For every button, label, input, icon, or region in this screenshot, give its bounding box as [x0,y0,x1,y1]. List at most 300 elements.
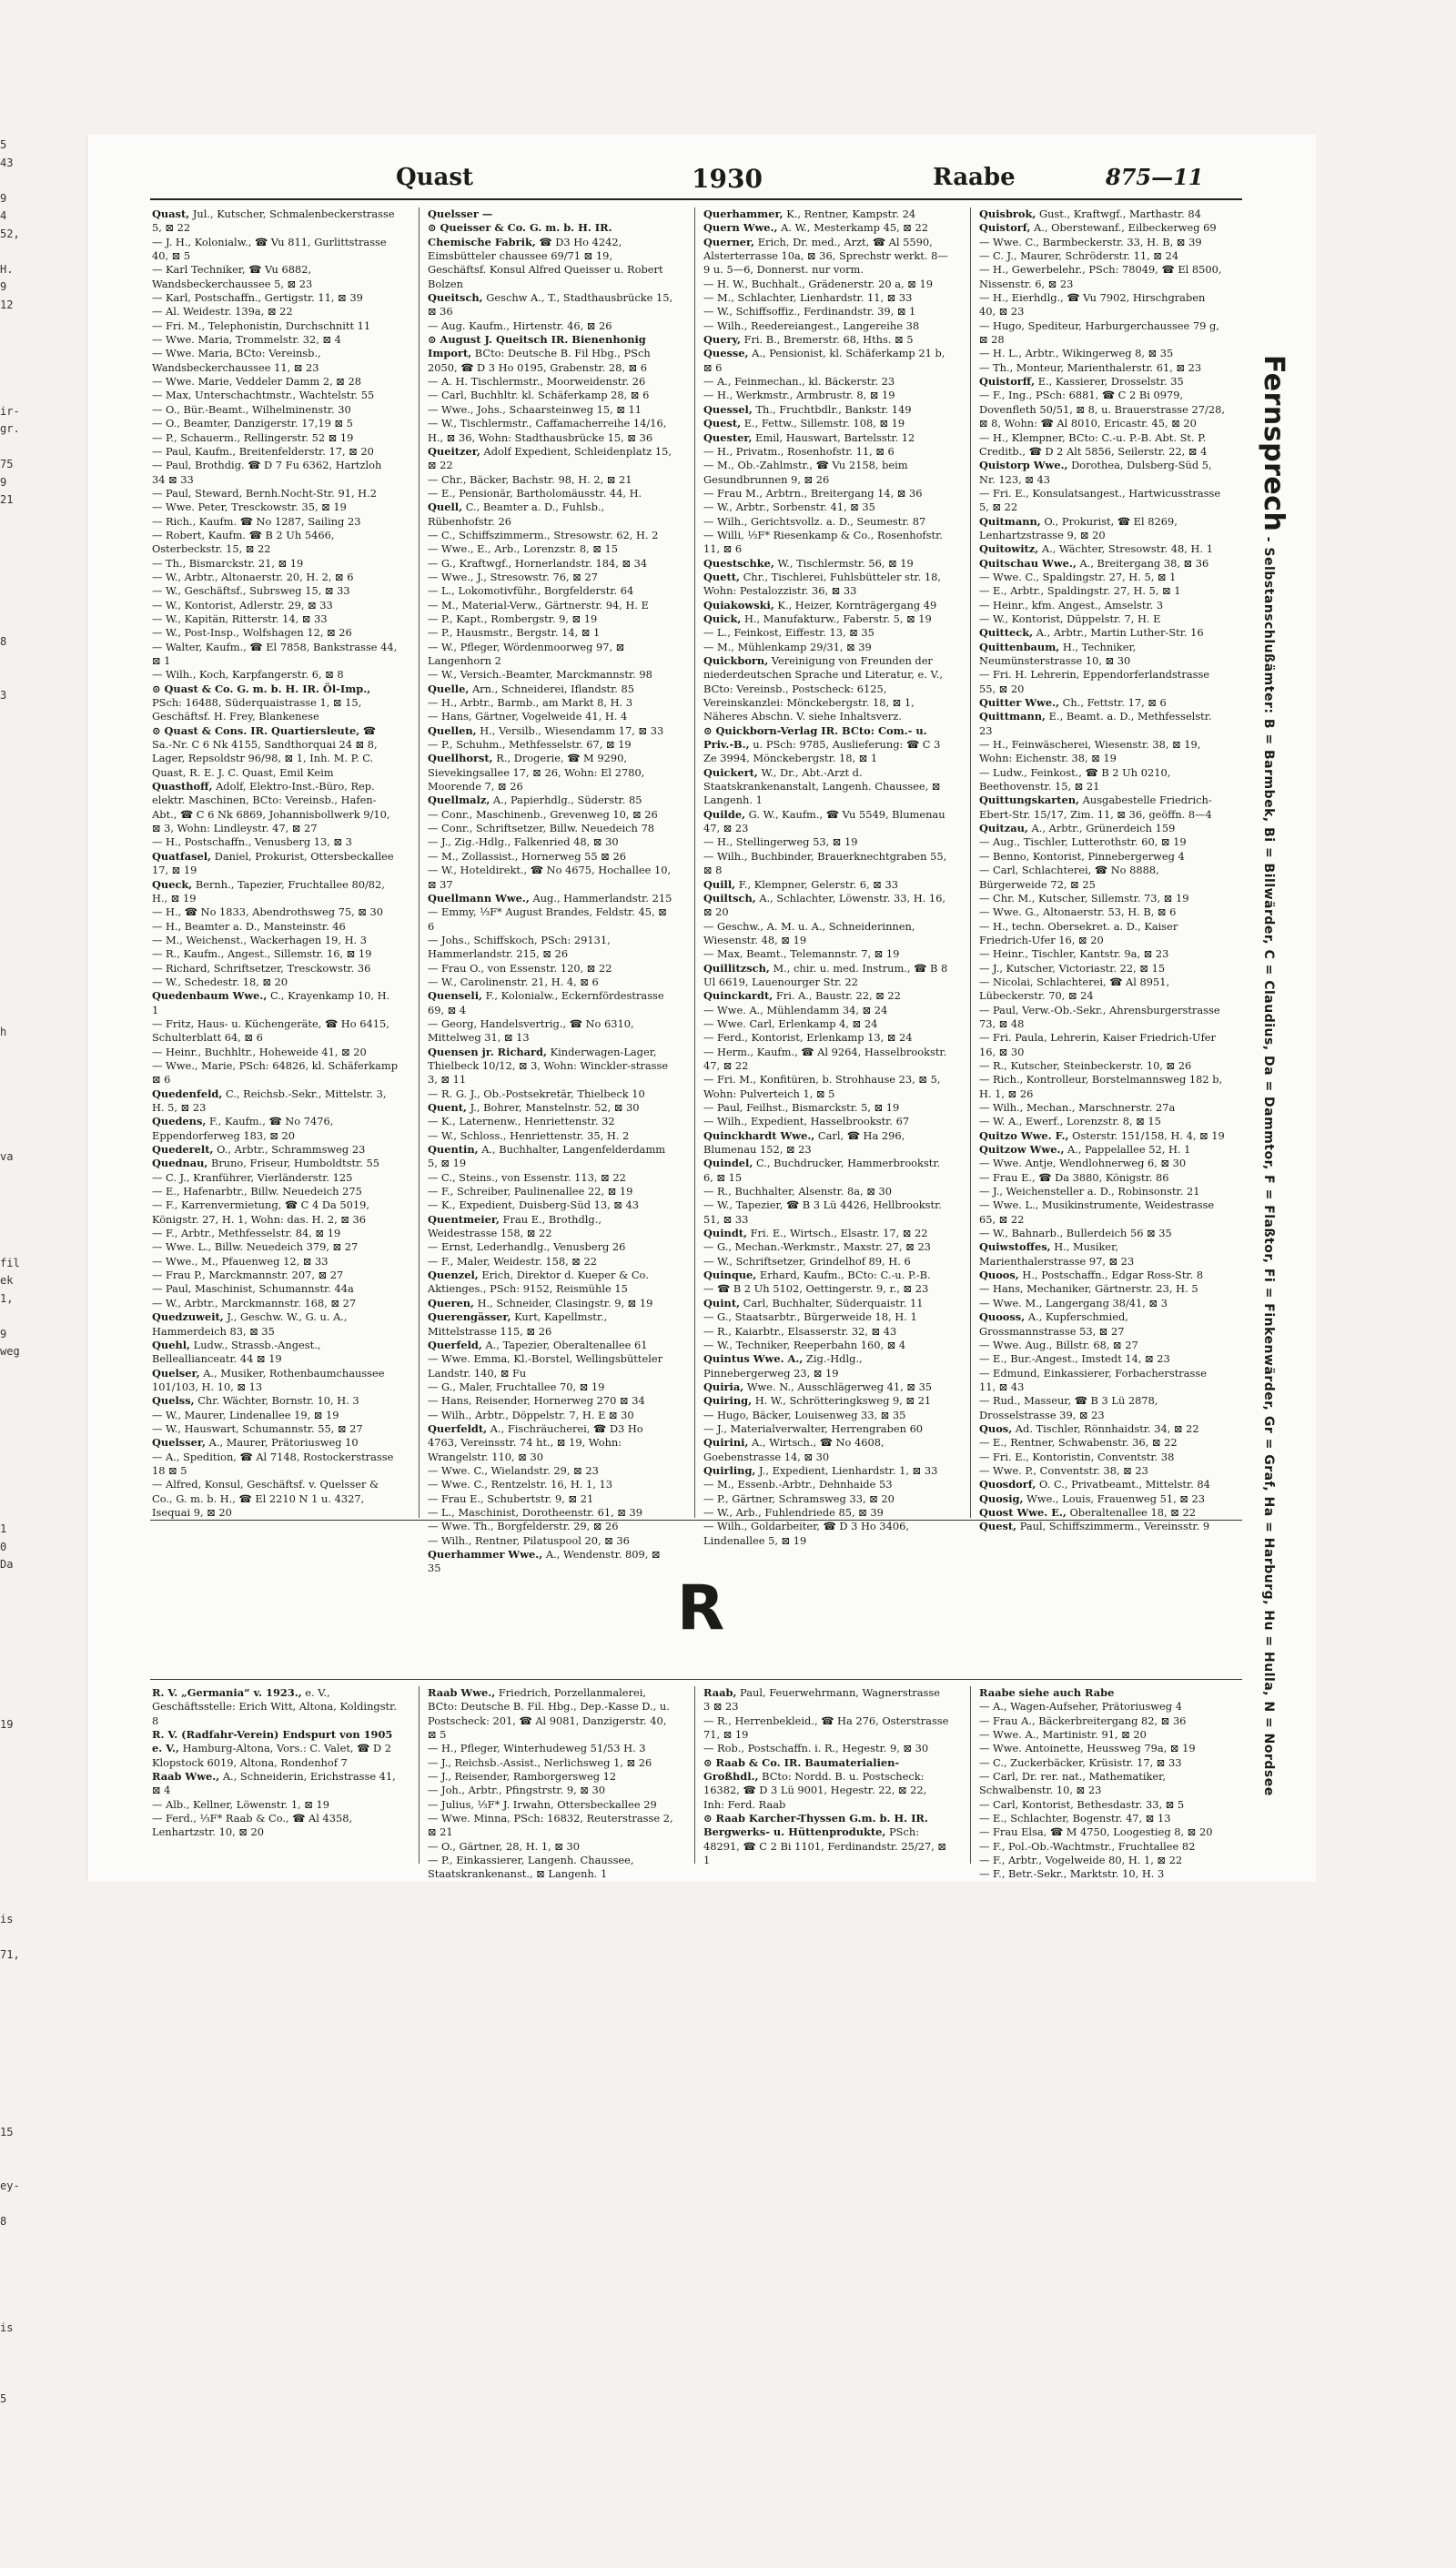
directory-entry: — W., Kontorist, Adlerstr. 29, ⊠ 33 [152,598,333,612]
directory-entry: — W., Arbtr., Sorbenstr. 41, ⊠ 35 [703,500,875,514]
directory-entry: — Wwe. Antoinette, Heussweg 79a, ⊠ 19 [979,1742,1196,1755]
directory-entry: — M., Schlachter, Lienhardstr. 11, ⊠ 33 [703,291,913,305]
directory-entry: ⊙ August J. Queitsch IR. Bienenhonig Import, BCto: Deutsche B. Fil Hbg., PSch 2050, ☎ D 3 Ho 0195, Grabenstr. 28, ⊠ 6 [428,333,651,374]
margin-fragment: 75 [0,458,14,470]
directory-entry: — W., Hoteldirekt., ☎ No 4675, Hochallee 10, ⊠ 37 [428,864,672,891]
directory-entry: — Wilh., Goldarbeiter, ☎ D 3 Ho 3406, Lindenallee 5, ⊠ 19 [703,1520,910,1547]
directory-entry: Raabe siehe auch Rabe [979,1686,1115,1699]
column-divider [970,207,971,1518]
directory-entry: — Rich., Kontrolleur, Borstelmannsweg 182 b, H. 1, ⊠ 26 [979,1073,1223,1100]
directory-entry: — Ludw., Feinkost., ☎ B 2 Uh 0210, Beethovenstr. 15, ⊠ 21 [979,765,1171,794]
margin-fragment [0,1894,18,1912]
margin-fragment [0,1006,18,1025]
directory-entry: — M., Material-Verw., Gärtnerstr. 94, H. E [428,598,649,612]
r-column-4 [979,1686,1225,1881]
directory-entry: — C., Schiffszimmerm., Stresowstr. 62, H. 2 [428,528,659,541]
directory-entry: — A., Spedition, ☎ Al 7148, Rostockerstrasse 18 ⊠ 5 [152,1450,394,1477]
directory-entry: Quessel, Th., Fruchtbdlr., Bankstr. 149 [703,402,912,416]
directory-entry: Quelss, Chr. Wächter, Bornstr. 10, H. 3 [152,1394,359,1408]
margin-fragment [0,2301,18,2320]
directory-entry: Quednau, Bruno, Friseur, Humboldtstr. 55 [152,1157,379,1170]
directory-entry: — Wwe. M., Langergang 38/41, ⊠ 3 [979,1296,1168,1309]
directory-entry: — C., Steins., von Essenstr. 113, ⊠ 22 [428,1170,626,1184]
directory-entry: — Heinr., kfm. Angest., Amselstr. 3 [979,598,1164,612]
margin-fragment: 43 [0,156,14,169]
directory-entry: Quest, Paul, Schiffszimmerm., Vereinsstr. 9 [979,1520,1210,1533]
margin-fragment: va [0,1149,14,1163]
directory-entry: — J., Zig.-Hdlg., Falkenried 48, ⊠ 30 [428,835,619,849]
directory-entry: Quittenbaum, H., Techniker, Neumünsterstrasse 10, ⊠ 30 [979,640,1137,667]
directory-entry: — Heinr., Tischler, Kantstr. 9a, ⊠ 23 [979,947,1169,961]
margin-fragment [0,882,18,900]
directory-entry: — W., Tapezier, ☎ B 3 Lü 4426, Hellbrookstr. 51, ⊠ 33 [703,1198,942,1226]
directory-entry: — A., Feinmechan., kl. Bäckerstr. 23 [703,375,895,389]
margin-fragment [0,1308,18,1326]
margin-fragment: 71, [0,1948,20,1961]
directory-entry: Querengässer, Kurt, Kapellmstr., Mittelstrasse 115, ⊠ 26 [428,1310,608,1338]
directory-entry: — Hans, Mechaniker, Gärtnerstr. 23, H. 5 [979,1282,1198,1296]
directory-entry: — W., Pfleger, Wördenmoorweg 97, ⊠ Langenhorn 2 [428,640,625,667]
directory-entry: Quellmalz, A., Papierhdlg., Süderstr. 85 [428,794,642,807]
directory-entry: — E., Schlachter, Bogenstr. 47, ⊠ 13 [979,1812,1171,1825]
directory-entry: — Geschw., A. M. u. A., Schneiderinnen, Wiesenstr. 48, ⊠ 19 [703,919,915,946]
margin-fragment [0,2000,18,2018]
directory-entry: Quittmann, E., Beamt. a. D., Methfesselstr. 23 [979,710,1212,737]
directory-entry: — Karl, Postschaffn., Gertigstr. 11, ⊠ 39 [152,291,363,305]
directory-entry: — Fri. E., Konsulatsangest., Hartwicusstrasse 5, ⊠ 22 [979,486,1221,514]
directory-entry: — Frau Elsa, ☎ M 4750, Loogestieg 8, ⊠ 20 [979,1825,1213,1839]
directory-entry: Quitzau, A., Arbtr., Grünerdeich 159 [979,822,1176,835]
margin-fragment [0,758,18,776]
margin-fragment: 9 [0,191,7,205]
margin-fragment [0,2550,18,2568]
margin-fragment [0,2142,18,2160]
column-4 [979,207,1225,1533]
margin-fragment: 8 [0,2214,7,2228]
header-year: 1930 [692,164,763,194]
directory-entry: Quelsser, A., Maurer, Prätoriusweg 10 [152,1436,359,1450]
margin-fragment: 9 [0,1327,7,1340]
directory-entry: Queck, Bernh., Tapezier, Fruchtallee 80/82, H., ⊠ 19 [152,877,385,905]
directory-entry: Quistorf, A., Oberstewanf., Eilbeckerweg 69 [979,221,1217,235]
margin-fragment [0,368,18,386]
column-divider [419,207,420,1518]
directory-entry: — Wilh., Koch, Karpfangerstr. 6, ⊠ 8 [152,668,344,682]
directory-entry: Quelser, A., Musiker, Rothenbaumchaussee 101/103, H. 10, ⊠ 13 [152,1366,385,1393]
directory-entry: — H., Pfleger, Winterhudeweg 51/53 H. 3 [428,1742,646,1755]
section-letter: R [676,1572,725,1644]
margin-fragment [0,935,18,954]
column-divider [419,1686,420,1864]
directory-entry: Quill, F., Klempner, Gelerstr. 6, ⊠ 33 [703,877,898,891]
directory-entry: — C. J., Maurer, Schröderstr. 11, ⊠ 24 [979,249,1179,263]
directory-entry: Raab, Paul, Feuerwehrmann, Wagnerstrasse 3 ⊠ 23 [703,1686,940,1714]
directory-entry: — W., Post-Insp., Wolfshagen 12, ⊠ 26 [152,626,352,640]
directory-entry: Quelle, Arn., Schneiderei, Iflandstr. 85 [428,682,635,695]
column-divider [694,207,695,1518]
directory-entry: Quittungskarten, Ausgabestelle Friedrich-Ebert-Str. 15/17, Zim. 11, ⊠ 36, geöffn. 8—4 [979,794,1212,821]
directory-entry: Quos, Ad. Tischler, Rönnhaidstr. 34, ⊠ 22 [979,1421,1199,1435]
margin-fragment [0,2408,18,2426]
directory-entry: Quenseli, F., Kolonialw., Eckernfördestrasse 69, ⊠ 4 [428,989,664,1016]
directory-entry: — Edmund, Einkassierer, Forbacherstrasse 11, ⊠ 43 [979,1366,1207,1393]
directory-entry: Query, Fri. B., Bremerstr. 68, Hths. ⊠ 5 [703,333,914,347]
directory-entry: — Wilh., Rentner, Pilatuspool 20, ⊠ 36 [428,1533,630,1547]
directory-entry: Quooss, A., Kupferschmied, Grossmannstrasse 53, ⊠ 27 [979,1310,1128,1338]
margin-fragment [0,1610,18,1628]
directory-entry: Quilde, G. W., Kaufm., ☎ Vu 5549, Blumenau 47, ⊠ 23 [703,807,945,835]
directory-entry: — P., Gärtner, Schramsweg 33, ⊠ 20 [703,1491,895,1505]
directory-entry: — Wwe. G., Altonaerstr. 53, H. B, ⊠ 6 [979,905,1177,919]
directory-entry: — Paul, Maschinist, Schumannstr. 44a [152,1282,354,1296]
margin-fragment [0,2337,18,2355]
column-divider [694,1686,695,1864]
directory-entry: — L., Maschinist, Dorotheenstr. 61, ⊠ 39 [428,1505,643,1519]
directory-entry: Quoos, H., Postschaffn., Edgar Ross-Str. 8 [979,1269,1204,1282]
margin-fragment [0,669,18,687]
directory-entry: — P., Schauerm., Rellingerstr. 52 ⊠ 19 [152,430,354,444]
margin-fragment [0,1965,18,1983]
directory-entry: — Frau E., Schubertstr. 9, ⊠ 21 [428,1491,594,1505]
directory-entry: Quedenbaum Wwe., C., Krayenkamp 10, H. 1 [152,989,390,1016]
directory-entry: — Rob., Postschaffn. i. R., Hegestr. 9, ⊠ 30 [703,1742,929,1755]
margin-fragment [0,545,18,563]
directory-entry: — Wwe. C., Spaldingstr. 27, H. 5, ⊠ 1 [979,570,1177,583]
directory-entry: — Chr. M., Kutscher, Sillemstr. 73, ⊠ 19 [979,891,1189,905]
directory-entry: — Rud., Masseur, ☎ B 3 Lü 2878, Drosselstrasse 39, ⊠ 23 [979,1394,1158,1421]
directory-entry: — Alb., Kellner, Löwenstr. 1, ⊠ 19 [152,1797,330,1811]
directory-entry: — Johs., Schiffskoch, PSch: 29131, Hammerlandstr. 215, ⊠ 26 [428,933,611,961]
margin-fragment [0,846,18,864]
margin-fragment: 9 [0,280,7,293]
margin-fragment [0,2088,18,2107]
directory-entry: Quindel, C., Buchdrucker, Hammerbrookstr. 6, ⊠ 15 [703,1157,941,1184]
directory-entry: — P., Kapt., Rombergstr. 9, ⊠ 19 [428,612,598,625]
directory-entry: — Julius, ⅓F* J. Irwahn, Ottersbeckallee 29 [428,1797,657,1811]
directory-entry: — H., ☎ No 1833, Abendrothsweg 75, ⊠ 30 [152,905,384,919]
directory-entry: — Wwe. L., Billw. Neuedeich 379, ⊠ 27 [152,1240,359,1254]
directory-entry: — J., Reichsb.-Assist., Nerlichsweg 1, ⊠ 26 [428,1755,652,1769]
directory-entry: — L., Feinkost, Eiffestr. 13, ⊠ 35 [703,626,875,640]
directory-entry: R. V. (Radfahr-Verein) Endspurt von 1905 e. V., Hamburg-Altona, Vors.: C. Valet, ☎ D 2 Klopstock 6019, Altona, Rondenhof 7 [152,1728,393,1769]
directory-entry: — Aug. Kaufm., Hirtenstr. 46, ⊠ 26 [428,318,612,332]
directory-entry: Quillitzsch, M., chir. u. med. Instrum., ☎ B 8 Ul 6619, Lauenourger Str. 22 [703,961,948,988]
directory-entry: — H., Stellingerweg 53, ⊠ 19 [703,835,858,849]
margin-fragment [0,1219,18,1238]
directory-entry: Quitzow Wwe., A., Pappelallee 52, H. 1 [979,1143,1191,1157]
directory-entry: — M., Weichenst., Wackerhagen 19, H. 3 [152,933,368,946]
margin-fragment [0,704,18,723]
margin-fragment [0,2071,18,2089]
directory-entry: Quindt, Fri. E., Wirtsch., Elsastr. 17, ⊠ 22 [703,1227,928,1240]
margin-fragment: 52, [0,227,20,240]
directory-entry: — F., Arbtr., Vogelweide 80, H. 1, ⊠ 22 [979,1854,1183,1867]
margin-fragment [0,598,18,616]
directory-entry: Quellhorst, R., Drogerie, ☎ M 9290, Sievekingsallee 17, ⊠ 26, Wohn: El 2780, Moorende 7, ⊠ 26 [428,752,645,794]
margin-fragment [0,1752,18,1770]
directory-entry: — W., Hauswart, Schumannstr. 55, ⊠ 27 [152,1421,363,1435]
margin-fragment [0,1627,18,1645]
margin-fragment: Da [0,1558,14,1571]
directory-entry: — W., Schriftsetzer, Grindelhof 89, H. 6 [703,1254,911,1268]
directory-entry: — W., Schloss., Henriettenstr. 35, H. 2 [428,1128,630,1142]
directory-entry: Quellen, H., Versilb., Wiesendamm 17, ⊠ 33 [428,723,664,737]
margin-fragment [0,794,18,812]
margin-fragment: 12 [0,298,14,311]
margin-fragment [0,527,18,545]
directory-entry: — F., Betr.-Sekr., Marktstr. 10, H. 3 [979,1867,1165,1881]
directory-entry: — Robert, Kaufm. ☎ B 2 Uh 5466, Osterbeckstr. 15, ⊠ 22 [152,528,335,556]
directory-entry: — Hugo, Bäcker, Louisenweg 33, ⊠ 35 [703,1408,906,1421]
margin-fragment [0,1698,18,1716]
directory-entry: — H., Werkmstr., Armbrustr. 8, ⊠ 19 [703,389,895,402]
directory-entry: — Wwe. Marie, Veddeler Damm 2, ⊠ 28 [152,375,361,389]
header-last-name: Raabe [933,164,1016,191]
margin-fragment [0,172,18,190]
directory-entry: Quiring, H. W., Schrötteringksweg 9, ⊠ 21 [703,1394,932,1408]
margin-fragment: 5 [0,138,7,151]
margin-fragment [0,510,18,528]
directory-entry: — W., Kapitän, Ritterstr. 14, ⊠ 33 [152,612,328,625]
directory-entry: — Paul, Steward, Bernh.Nocht-Str. 91, H.2 [152,486,377,500]
margin-fragment [0,1432,18,1451]
margin-fragment: 21 [0,493,14,506]
directory-entry: — R. G. J., Ob.-Postsekretär, Thielbeck 10 [428,1087,645,1100]
directory-entry: — Frau M., Arbtrn., Breitergang 14, ⊠ 36 [703,486,923,500]
margin-fragment: ek [0,1274,14,1287]
directory-entry: ⊙ Quickborn-Verlag IR. BCto: Com.- u. Priv.-B., u. PSch: 9785, Auslieferung: ☎ C 3 Ze 3994, Mönckebergstr. 18, ⊠ 1 [703,723,941,765]
directory-entry: — G., Maler, Fruchtallee 70, ⊠ 19 [428,1380,605,1393]
margin-fragment [0,1201,18,1219]
directory-entry: — Paul, Kaufm., Breitenfelderstr. 17, ⊠ 20 [152,444,374,458]
directory-entry: — H. W., Buchhalt., Grädenerstr. 20 a, ⊠ 19 [703,277,933,290]
margin-fragment [0,1592,18,1610]
directory-entry: — Fri. E., Kontoristin, Conventstr. 38 [979,1450,1175,1463]
directory-entry: — Rich., Kaufm. ☎ No 1287, Sailing 23 [152,514,361,528]
directory-entry: Quinckardt, Fri. A., Baustr. 22, ⊠ 22 [703,989,901,1003]
margin-fragment [0,332,18,350]
directory-entry: — W., Versich.-Beamter, Marckmannstr. 98 [428,668,652,682]
directory-entry: ⊙ Queisser & Co. G. m. b. H. IR. Chemische Fabrik, ☎ D3 Ho 4242, Eimsbütteler chaussee 69/71 ⊠ 19, Geschäftsf. Konsul Alfred Queisser u. Robert Bolzen [428,221,663,290]
directory-entry: — F., Ing., PSch: 6881, ☎ C 2 Bi 0979, Dovenfleth 50/51, ⊠ 8, u. Brauerstrasse 27/28, ⊠ 8, Wohn: ☎ Al 8010, Ericastr. 45, ⊠ 20 [979,389,1225,430]
directory-entry: — Wwe., E., Arb., Lorenzstr. 8, ⊠ 15 [428,542,619,556]
directory-entry: — Fri. M., Telephonistin, Durchschnitt 11 [152,318,371,332]
directory-entry: — Fri. M., Konfitüren, b. Strohhause 23, ⊠ 5, Wohn: Pulverteich 1, ⊠ 5 [703,1073,941,1100]
margin-fragment [0,1681,18,1699]
directory-entry: Quitmann, O., Prokurist, ☎ El 8269, Lenhartzstrasse 9, ⊠ 20 [979,514,1178,541]
margin-fragment [0,2159,18,2178]
page-header [150,164,1242,200]
directory-entry: Quedenfeld, C., Reichsb.-Sekr., Mittelstr. 3, H. 5, ⊠ 23 [152,1087,387,1114]
directory-entry: — Emmy, ⅓F* August Brandes, Feldstr. 45, ⊠ 6 [428,905,667,933]
margin-fragment: 19 [0,1717,14,1731]
r-column-1 [152,1686,398,1864]
directory-entry: Quentmeier, Frau E., Brothdlg., Weidestrasse 158, ⊠ 22 [428,1212,602,1240]
directory-entry: — J., Materialverwalter, Herrengraben 60 [703,1421,924,1435]
directory-entry: Querhammer, K., Rentner, Kampstr. 24 [703,207,916,220]
margin-fragment [0,1414,18,1432]
directory-entry: Quistorp Wwe., Dorothea, Dulsberg-Süd 5, Nr. 123, ⊠ 43 [979,459,1212,486]
directory-entry: — H., techn. Obersekret. a. D., Kaiser Friedrich-Ufer 16, ⊠ 20 [979,919,1178,946]
directory-entry: — R., Kaiarbtr., Elsasserstr. 32, ⊠ 43 [703,1324,897,1338]
column-2 [428,207,673,1575]
directory-entry: Quitschau Wwe., A., Breitergang 38, ⊠ 36 [979,556,1209,570]
margin-fragment [0,1237,18,1255]
directory-entry: ⊙ Raab & Co. IR. Baumaterialien-Großhdl., BCto: Nordd. B. u. Postscheck: 16382, ☎ D 3 Lü 9001, Hegestr. 22, ⊠ 22, Inh: Ferd. Raab [703,1755,927,1811]
margin-fragment [0,1663,18,1681]
margin-fragment: 0 [0,1540,7,1553]
margin-fragment [0,2017,18,2036]
directory-entry: Quellmann Wwe., Aug., Hammerlandstr. 215 [428,891,672,905]
side-subtitle: - Selbstanschlußämter: B = Barmbek, Bi = Billwärder, C = Claudius, Da = Dammtor, F = Flaßtor, Fi = Finkenwärder, Gr = Graf, Ha = Harburg, Hu = Hulla, N = Nordsee [1261,536,1276,1796]
directory-entry: — Wwe. C., Barmbeckerstr. 33, H. B, ⊠ 39 [979,235,1202,248]
directory-entry: Quern Wwe., A. W., Mesterkamp 45, ⊠ 22 [703,221,928,235]
directory-entry: Quitzo Wwe. F., Osterstr. 151/158, H. 4, ⊠ 19 [979,1128,1225,1142]
margin-fragment: fil [0,1256,20,1269]
margin-fragment: ey- [0,2179,20,2192]
margin-fragment [0,1468,18,1486]
margin-fragment: is [0,2320,14,2334]
directory-entry: Queitsch, Geschw A., T., Stadthausbrücke 15, ⊠ 36 [428,291,673,318]
directory-entry: Queitzer, Adolf Expedient, Schleidenplatz 15, ⊠ 22 [428,444,672,472]
r-column-2 [428,1686,673,1881]
margin-fragment: is [0,1913,14,1926]
directory-entry: Quensen jr. Richard, Kinderwagen-Lager, Thielbeck 10/12, ⊠ 3, Wohn: Winckler-strasse 3, ⊠ 11 [428,1045,669,1087]
margin-fragment [0,1929,18,1947]
margin-fragment [0,349,18,368]
directory-entry: — Fri. H. Lehrerin, Eppendorferlandstrasse 55, ⊠ 20 [979,668,1210,695]
directory-entry: — F., Pol.-Ob.-Wachtmstr., Fruchtallee 82 [979,1839,1196,1853]
directory-entry: — C., Zuckerbäcker, Krüsistr. 17, ⊠ 33 [979,1755,1182,1769]
directory-entry: Quett, Chr., Tischlerei, Fuhlsbütteler str. 18, Wohn: Pestalozzistr. 36, ⊠ 33 [703,570,941,598]
section-rule [150,1679,1242,1680]
margin-fragment [0,2036,18,2054]
directory-entry: — W., Geschäftsf., Subrsweg 15, ⊠ 33 [152,584,350,598]
directory-entry: — W., Kontorist, Düppelstr. 7, H. E [979,612,1161,625]
directory-entry: Quirini, A., Wirtsch., ☎ No 4608, Goebenstrasse 14, ⊠ 30 [703,1436,885,1463]
margin-fragment: gr. [0,422,20,435]
margin-fragment [0,1875,18,1894]
directory-entry: — Chr., Bäcker, Bachstr. 98, H. 2, ⊠ 21 [428,472,632,486]
directory-entry: Raab Wwe., A., Schneiderin, Erichstrasse 41, ⊠ 4 [152,1770,396,1797]
directory-entry: Quent, J., Bohrer, Manstelnstr. 52, ⊠ 30 [428,1101,640,1114]
directory-entry: — Wilh., Mechan., Marschnerstr. 27a [979,1101,1176,1114]
margin-fragment [0,1379,18,1397]
directory-entry: — L., Lokomotivführ., Borgfelderstr. 64 [428,584,634,598]
directory-entry: — Carl, Schlachterei, ☎ No 8888, Bürgerweide 72, ⊠ 25 [979,864,1159,891]
column-divider [970,1686,971,1864]
directory-entry: — Wilh., Reedereiangest., Langereihe 38 [703,318,920,332]
directory-entry: — Hans, Reisender, Hornerweg 270 ⊠ 34 [428,1394,645,1408]
margin-fragment [0,1130,18,1148]
directory-entry: — H., Postschaffn., Venusberg 13, ⊠ 3 [152,835,352,849]
directory-entry: Quistorff, E., Kassierer, Drosselstr. 35 [979,375,1184,389]
directory-entry: — Benno, Kontorist, Pinnebergerweg 4 [979,849,1185,863]
margin-fragment [0,1059,18,1077]
margin-fragment: weg [0,1345,20,1358]
directory-entry: Quesse, A., Pensionist, kl. Schäferkamp 21 b, ⊠ 6 [703,347,945,374]
directory-entry: Quinque, Erhard, Kaufm., BCto: C.-u. P.-B. [703,1269,931,1282]
directory-entry: Quest, E., Fettw., Sillemstr. 108, ⊠ 19 [703,417,905,430]
directory-entry: Quitter Wwe., Ch., Fettstr. 17, ⊠ 6 [979,696,1167,710]
directory-entry: Questschke, W., Tischlermstr. 56, ⊠ 19 [703,556,914,570]
directory-entry: — H., Privatm., Rosenhofstr. 11, ⊠ 6 [703,444,895,458]
directory-entry: — W., Arbtr., Altonaerstr. 20, H. 2, ⊠ 6 [152,570,354,583]
directory-entry: — Wwe. C., Wielandstr. 29, ⊠ 23 [428,1463,599,1477]
directory-entry: Quickert, W., Dr., Abt.-Arzt d. Staatskrankenanstalt, Langenh. Chaussee, ⊠ Langenh. 1 [703,765,941,807]
directory-entry: Quint, Carl, Buchhalter, Süderquaistr. 11 [703,1296,924,1309]
margin-fragment [0,1113,18,1131]
directory-entry: — W., Schiffsoffiz., Ferdinandstr. 39, ⊠ 1 [703,305,916,318]
directory-entry: — Hans, Gärtner, Vogelweide 41, H. 4 [428,710,628,723]
directory-entry: — Carl, Kontorist, Bethesdastr. 33, ⊠ 5 [979,1797,1185,1811]
directory-entry: — Wwe. A., Mühlendamm 34, ⊠ 24 [703,1003,888,1016]
margin-fragment [0,1361,18,1380]
directory-entry: — W., Tischlermstr., Caffamacherreihe 14/16, H., ⊠ 36, Wohn: Stadthausbrücke 15, ⊠ 36 [428,417,667,444]
adjacent-page-margin [0,136,20,2405]
directory-entry: Quosig, Wwe., Louis, Frauenweg 51, ⊠ 23 [979,1491,1206,1505]
directory-entry: Quelsser — [428,207,493,220]
directory-entry: — J., Weichensteller a. D., Robinsonstr. 21 [979,1185,1200,1198]
side-telephone-legend [1258,355,1297,1796]
directory-entry: — Wwe., M., Pfauenweg 12, ⊠ 33 [152,1254,329,1268]
side-title: Fernsprech [1258,355,1289,532]
directory-entry: — Aug., Tischler, Lutterothstr. 60, ⊠ 19 [979,835,1187,849]
margin-fragment [0,2479,18,2497]
directory-entry: — Ferd., ⅓F* Raab & Co., ☎ Al 4358, Lenhartzstr. 10, ⊠ 20 [152,1812,353,1839]
directory-entry: Querner, Erich, Dr. med., Arzt, ☎ Al 5590, Alsterterrasse 10a, ⊠ 36, Sprechstr werkt. 8—9 u. 5—6, Donnerst. nur vorm. [703,235,948,277]
directory-entry: — J., Reisender, Ramborgersweg 12 [428,1770,617,1784]
directory-entry: — R., Kutscher, Steinbeckerstr. 10, ⊠ 26 [979,1058,1192,1072]
directory-entry: — E., Rentner, Schwabenstr. 36, ⊠ 22 [979,1436,1178,1450]
directory-entry: — E., Pensionär, Bartholomäusstr. 44, H. [428,486,642,500]
directory-entry: — Georg, Handelsvertrig., ☎ No 6310, Mittelweg 31, ⊠ 13 [428,1016,634,1045]
header-page-number: 875—11 [1106,164,1204,190]
directory-entry: — K., Laternenw., Henriettenstr. 32 [428,1115,615,1128]
directory-entry: Quell, C., Beamter a. D., Fuhlsb., Rübenhofstr. 26 [428,500,605,528]
margin-fragment: 1, [0,1291,14,1305]
directory-entry: Quester, Emil, Hauswart, Bartelsstr. 12 [703,430,915,444]
directory-entry: — Frau A., Bäckerbreitergang 82, ⊠ 36 [979,1714,1187,1727]
margin-fragment [0,439,18,457]
directory-entry: — Wwe. Antje, Wendlohnerweg 6, ⊠ 30 [979,1157,1187,1170]
margin-fragment [0,775,18,794]
margin-fragment [0,385,18,403]
margin-fragment [0,314,18,332]
directory-entry: — Wwe. Peter, Tresckowstr. 35, ⊠ 19 [152,500,347,514]
directory-entry: — Wwe. Maria, BCto: Vereinsb., Wandsbeckerchaussee 11, ⊠ 23 [152,347,321,374]
directory-entry: — Wwe., J., Stresowstr. 76, ⊠ 27 [428,570,598,583]
margin-fragment [0,723,18,741]
directory-entry: — Wilh., Arbtr., Döppelstr. 7, H. E ⊠ 30 [428,1408,634,1421]
margin-fragment [0,1450,18,1468]
directory-entry: Quitowitz, A., Wächter, Stresowstr. 48, H. 1 [979,542,1213,556]
margin-fragment [0,2443,18,2462]
margin-fragment [0,2266,18,2284]
margin-fragment [0,1397,18,1415]
directory-entry: — Wilh., Gerichtsvollz. a. D., Seumestr. 87 [703,514,926,528]
directory-entry: Quitteck, A., Arbtr., Martin Luther-Str. 16 [979,626,1204,640]
margin-fragment [0,1805,18,1823]
margin-fragment [0,829,18,847]
directory-entry: — Paul, Feilhst., Bismarckstr. 5, ⊠ 19 [703,1101,900,1114]
margin-fragment: H. [0,262,14,276]
directory-entry: — G., Mechan.-Werkmstr., Maxstr. 27, ⊠ 23 [703,1240,931,1254]
directory-entry: — Wwe. Emma, Kl.-Borstel, Wellingsbütteler Landstr. 140, ⊠ Fu [428,1352,663,1380]
directory-entry: — R., Herrenbekleid., ☎ Ha 276, Osterstrasse 71, ⊠ 19 [703,1714,949,1742]
directory-entry: — Paul, Verw.-Ob.-Sekr., Ahrensburgerstrasse 73, ⊠ 48 [979,1003,1220,1030]
directory-entry: Quederelt, O., Arbtr., Schrammsweg 23 [152,1143,366,1157]
